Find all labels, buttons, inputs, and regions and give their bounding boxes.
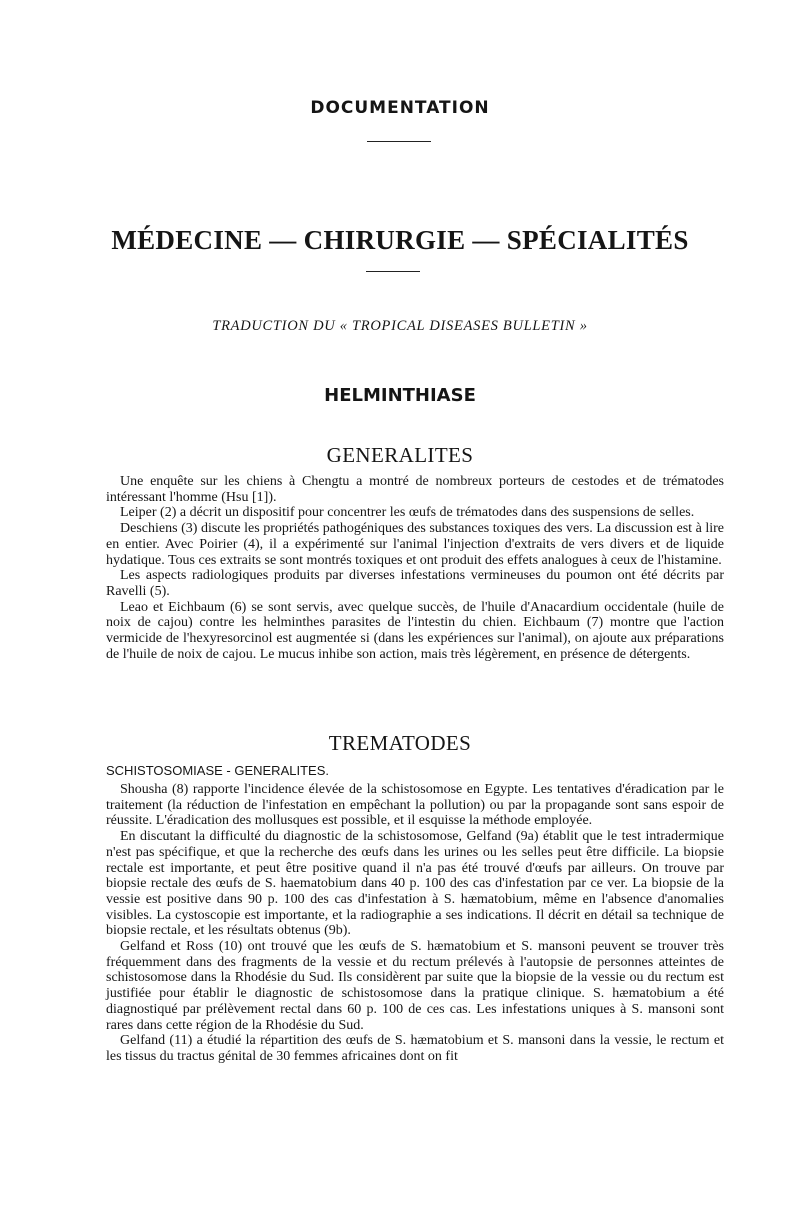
- paragraph: Shousha (8) rapporte l'incidence élevée de la schistosomose en Egypte. Les tentatives d'éradication par le traitement (la réduction de l'infestation en empêchant la pollution) ou par la propagande sont sans espoir de réussite. L'éradication des mollusques est possible, et il esquisse la méthode employée.: [106, 782, 724, 829]
- generalites-text: [106, 474, 724, 662]
- paragraph: Leiper (2) a décrit un dispositif pour concentrer les œufs de trématodes dans des suspensions de selles.: [120, 505, 695, 521]
- trematodes-heading: TREMATODES: [328, 731, 472, 755]
- translation-line: TRADUCTION DU « TROPICAL DISEASES BULLETIN »: [212, 318, 588, 334]
- title-divider: [366, 271, 420, 272]
- paragraph: Leao et Eichbaum (6) se sont servis, avec quelque succès, de l'huile d'Anacardium occidentale (huile de noix de cajou) contre les helminthes parasites de l'intestin du chien. Eichbaum (7) montre que l'action vermicide de l'hexyresorcinol est augmentée si (dans les expériences sur l'animal), on ajoute aux préparations de l'huile de noix de cajou. Le mucus inhibe son action, mais très légèrement, en présence de détergents.: [106, 599, 724, 662]
- paragraph: Une enquête sur les chiens à Chengtu a montré de nombreux porteurs de cestodes et de trématodes intéressant l'homme (Hsu [1]).: [106, 474, 724, 505]
- paragraph: Les aspects radiologiques produits par diverses infestations vermineuses du poumon ont été décrits par Ravelli (5).: [106, 568, 724, 599]
- trematodes-text: [106, 782, 724, 1065]
- document-header: DOCUMENTATION: [310, 98, 490, 118]
- paragraph: Deschiens (3) discute les propriétés pathogéniques des substances toxiques des vers. La discussion est à lire en entier. Avec Poirier (4), il a expérimenté sur l'animal l'injection d'extraits de vers divers et de liquide hydatique. Tous ces extraits se sont montrés toxiques et ont produit des effets analogues à ceux de l'histamine.: [106, 521, 724, 568]
- generalites-heading: GENERALITES: [326, 443, 474, 467]
- paragraph: Gelfand (11) a étudié la répartition des œufs de S. hæmatobium et S. mansoni dans la vessie, le rectum et les tissus du tractus génital de 30 femmes africaines dont on fit: [106, 1033, 724, 1064]
- page-title: MÉDECINE — CHIRURGIE — SPÉCIALITÉS: [111, 225, 689, 255]
- subsection-heading: SCHISTOSOMIASE - GENERALITES.: [106, 763, 329, 778]
- paragraph: En discutant la difficulté du diagnostic de la schistosomose, Gelfand (9a) établit que le test intradermique n'est pas spécifique, et que la recherche des œufs dans les urines ou les selles peut être difficile. La biopsie rectale est importante, et peut être positive quand il n'a pas été trouvé d'œufs par ailleurs. On trouve par biopsie rectale des œufs de S. haematobium dans 40 p. 100 des cas d'infestation par ce ver. La biopsie de la vessie est positive dans 90 p. 100 des cas d'infestation à S. hæmatobium, même en l'absence d'anomalies visibles. La cystoscopie est importante, et la radiographie a ses indications. Il décrit en détail sa technique de biopsie rectale, et les résultats obtenus (9b).: [106, 829, 724, 939]
- section-title: HELMINTHIASE: [324, 385, 476, 406]
- header-divider: [367, 141, 431, 142]
- paragraph: Gelfand et Ross (10) ont trouvé que les œufs de S. hæmatobium et S. mansoni peuvent se trouver très fréquemment dans des fragments de la vessie et du rectum prélevés à l'autopsie de personnes atteintes de schistosomose dans la Rhodésie du Sud. Ils considèrent par suite que la biopsie de la vessie ou du rectum est justifiée pour établir le diagnostic de schistosomose dans la pratique clinique. S. hæmatobium a été diagnostiqué par prélèvement rectal dans 60 p. 100 de ces cas. Les infestations uniques à S. mansoni sont rares dans cette région de la Rhodésie du Sud.: [106, 939, 724, 1033]
